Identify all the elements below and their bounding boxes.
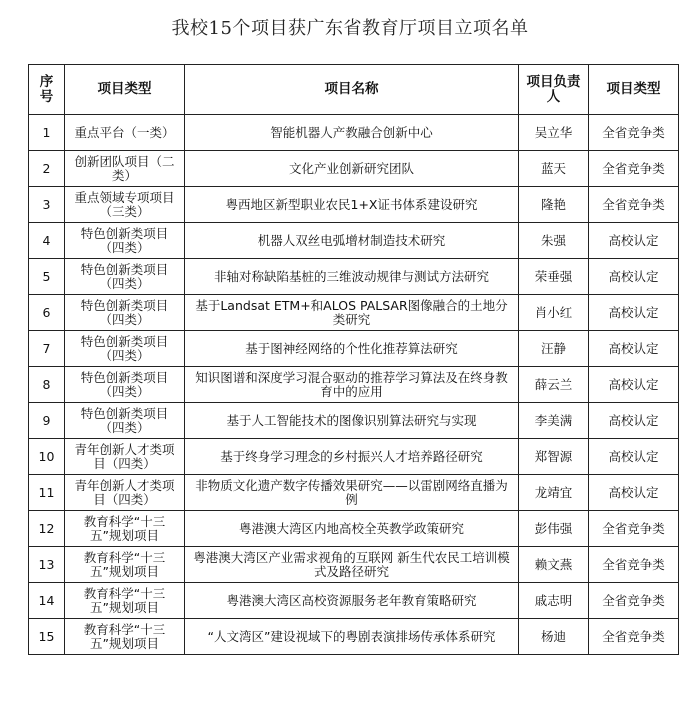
row-type: 特色创新类项目（四类） xyxy=(65,367,185,403)
row-leader: 隆艳 xyxy=(519,187,589,223)
row-no: 12 xyxy=(29,511,65,547)
row-type: 特色创新类项目（四类） xyxy=(65,331,185,367)
row-name: 粤港澳大湾区产业需求视角的互联网 新生代农民工培训模式及路径研究 xyxy=(185,547,519,583)
row-leader: 薛云兰 xyxy=(519,367,589,403)
row-leader: 杨迪 xyxy=(519,619,589,655)
row-leader: 荣垂强 xyxy=(519,259,589,295)
row-no: 11 xyxy=(29,475,65,511)
row-no: 4 xyxy=(29,223,65,259)
row-type: 青年创新人才类项目（四类） xyxy=(65,475,185,511)
table-row xyxy=(29,583,679,619)
table-row xyxy=(29,115,679,151)
row-leader: 蓝天 xyxy=(519,151,589,187)
row-type: 特色创新类项目（四类） xyxy=(65,223,185,259)
table-row xyxy=(29,547,679,583)
row-leader: 汪静 xyxy=(519,331,589,367)
table-row xyxy=(29,259,679,295)
row-name: 粤西地区新型职业农民1+X证书体系建设研究 xyxy=(185,187,519,223)
row-leader: 朱强 xyxy=(519,223,589,259)
header-no: 序号 xyxy=(29,65,65,115)
table-row xyxy=(29,367,679,403)
header-type: 项目类型 xyxy=(65,65,185,115)
row-category: 全省竞争类 xyxy=(589,151,679,187)
row-no: 1 xyxy=(29,115,65,151)
row-type: 教育科学“十三五”规划项目 xyxy=(65,547,185,583)
table-header-row xyxy=(29,65,679,115)
row-category: 高校认定 xyxy=(589,259,679,295)
row-name: 基于终身学习理念的乡村振兴人才培养路径研究 xyxy=(185,439,519,475)
row-leader: 肖小红 xyxy=(519,295,589,331)
row-leader: 戚志明 xyxy=(519,583,589,619)
row-type: 青年创新人才类项目（四类） xyxy=(65,439,185,475)
row-name: 基于Landsat ETM+和ALOS PALSAR图像融合的土地分类研究 xyxy=(185,295,519,331)
header-leader: 项目负责人 xyxy=(519,65,589,115)
table-row xyxy=(29,223,679,259)
header-category: 项目类型 xyxy=(589,65,679,115)
row-no: 9 xyxy=(29,403,65,439)
row-leader: 赖文燕 xyxy=(519,547,589,583)
row-name: 非轴对称缺陷基桩的三维波动规律与测试方法研究 xyxy=(185,259,519,295)
row-type: 教育科学“十三五”规划项目 xyxy=(65,619,185,655)
row-category: 高校认定 xyxy=(589,295,679,331)
row-no: 14 xyxy=(29,583,65,619)
row-leader: 郑智源 xyxy=(519,439,589,475)
row-no: 5 xyxy=(29,259,65,295)
row-name: 基于图神经网络的个性化推荐算法研究 xyxy=(185,331,519,367)
row-no: 13 xyxy=(29,547,65,583)
table-row xyxy=(29,187,679,223)
row-category: 全省竞争类 xyxy=(589,619,679,655)
row-category: 高校认定 xyxy=(589,223,679,259)
page-title: 我校15个项目获广东省教育厅项目立项名单 xyxy=(171,18,529,39)
row-type: 特色创新类项目（四类） xyxy=(65,403,185,439)
row-name: 基于人工智能技术的图像识别算法研究与实现 xyxy=(185,403,519,439)
row-no: 8 xyxy=(29,367,65,403)
row-leader: 龙靖宜 xyxy=(519,475,589,511)
row-category: 高校认定 xyxy=(589,331,679,367)
row-leader: 李美满 xyxy=(519,403,589,439)
row-leader: 彭伟强 xyxy=(519,511,589,547)
row-category: 高校认定 xyxy=(589,475,679,511)
row-name: 粤港澳大湾区高校资源服务老年教育策略研究 xyxy=(185,583,519,619)
row-type: 教育科学“十三五”规划项目 xyxy=(65,583,185,619)
row-name: 机器人双丝电弧增材制造技术研究 xyxy=(185,223,519,259)
table-row xyxy=(29,331,679,367)
table-row xyxy=(29,403,679,439)
row-name: 知识图谱和深度学习混合驱动的推荐学习算法及在终身教育中的应用 xyxy=(185,367,519,403)
table-row xyxy=(29,151,679,187)
row-type: 重点平台（一类） xyxy=(65,115,185,151)
table-row xyxy=(29,295,679,331)
row-no: 7 xyxy=(29,331,65,367)
row-category: 全省竞争类 xyxy=(589,115,679,151)
table-row xyxy=(29,511,679,547)
table-row xyxy=(29,475,679,511)
row-name: 文化产业创新研究团队 xyxy=(185,151,519,187)
row-type: 特色创新类项目（四类） xyxy=(65,259,185,295)
row-leader: 吴立华 xyxy=(519,115,589,151)
table-row xyxy=(29,619,679,655)
row-category: 高校认定 xyxy=(589,439,679,475)
row-category: 全省竞争类 xyxy=(589,547,679,583)
row-type: 教育科学“十三五”规划项目 xyxy=(65,511,185,547)
row-no: 6 xyxy=(29,295,65,331)
table-row xyxy=(29,439,679,475)
row-name: “人文湾区”建设视域下的粤剧表演排场传承体系研究 xyxy=(185,619,519,655)
row-no: 15 xyxy=(29,619,65,655)
header-name: 项目名称 xyxy=(185,65,519,115)
row-no: 3 xyxy=(29,187,65,223)
row-name: 粤港澳大湾区内地高校全英教学政策研究 xyxy=(185,511,519,547)
row-category: 高校认定 xyxy=(589,367,679,403)
row-name: 智能机器人产教融合创新中心 xyxy=(185,115,519,151)
row-category: 全省竞争类 xyxy=(589,187,679,223)
row-no: 10 xyxy=(29,439,65,475)
row-name: 非物质文化遗产数字传播效果研究——以雷剧网络直播为例 xyxy=(185,475,519,511)
row-type: 重点领域专项项目（三类） xyxy=(65,187,185,223)
row-category: 全省竞争类 xyxy=(589,511,679,547)
row-type: 创新团队项目（二类） xyxy=(65,151,185,187)
row-category: 全省竞争类 xyxy=(589,583,679,619)
row-type: 特色创新类项目（四类） xyxy=(65,295,185,331)
project-table xyxy=(28,64,679,655)
row-category: 高校认定 xyxy=(589,403,679,439)
row-no: 2 xyxy=(29,151,65,187)
